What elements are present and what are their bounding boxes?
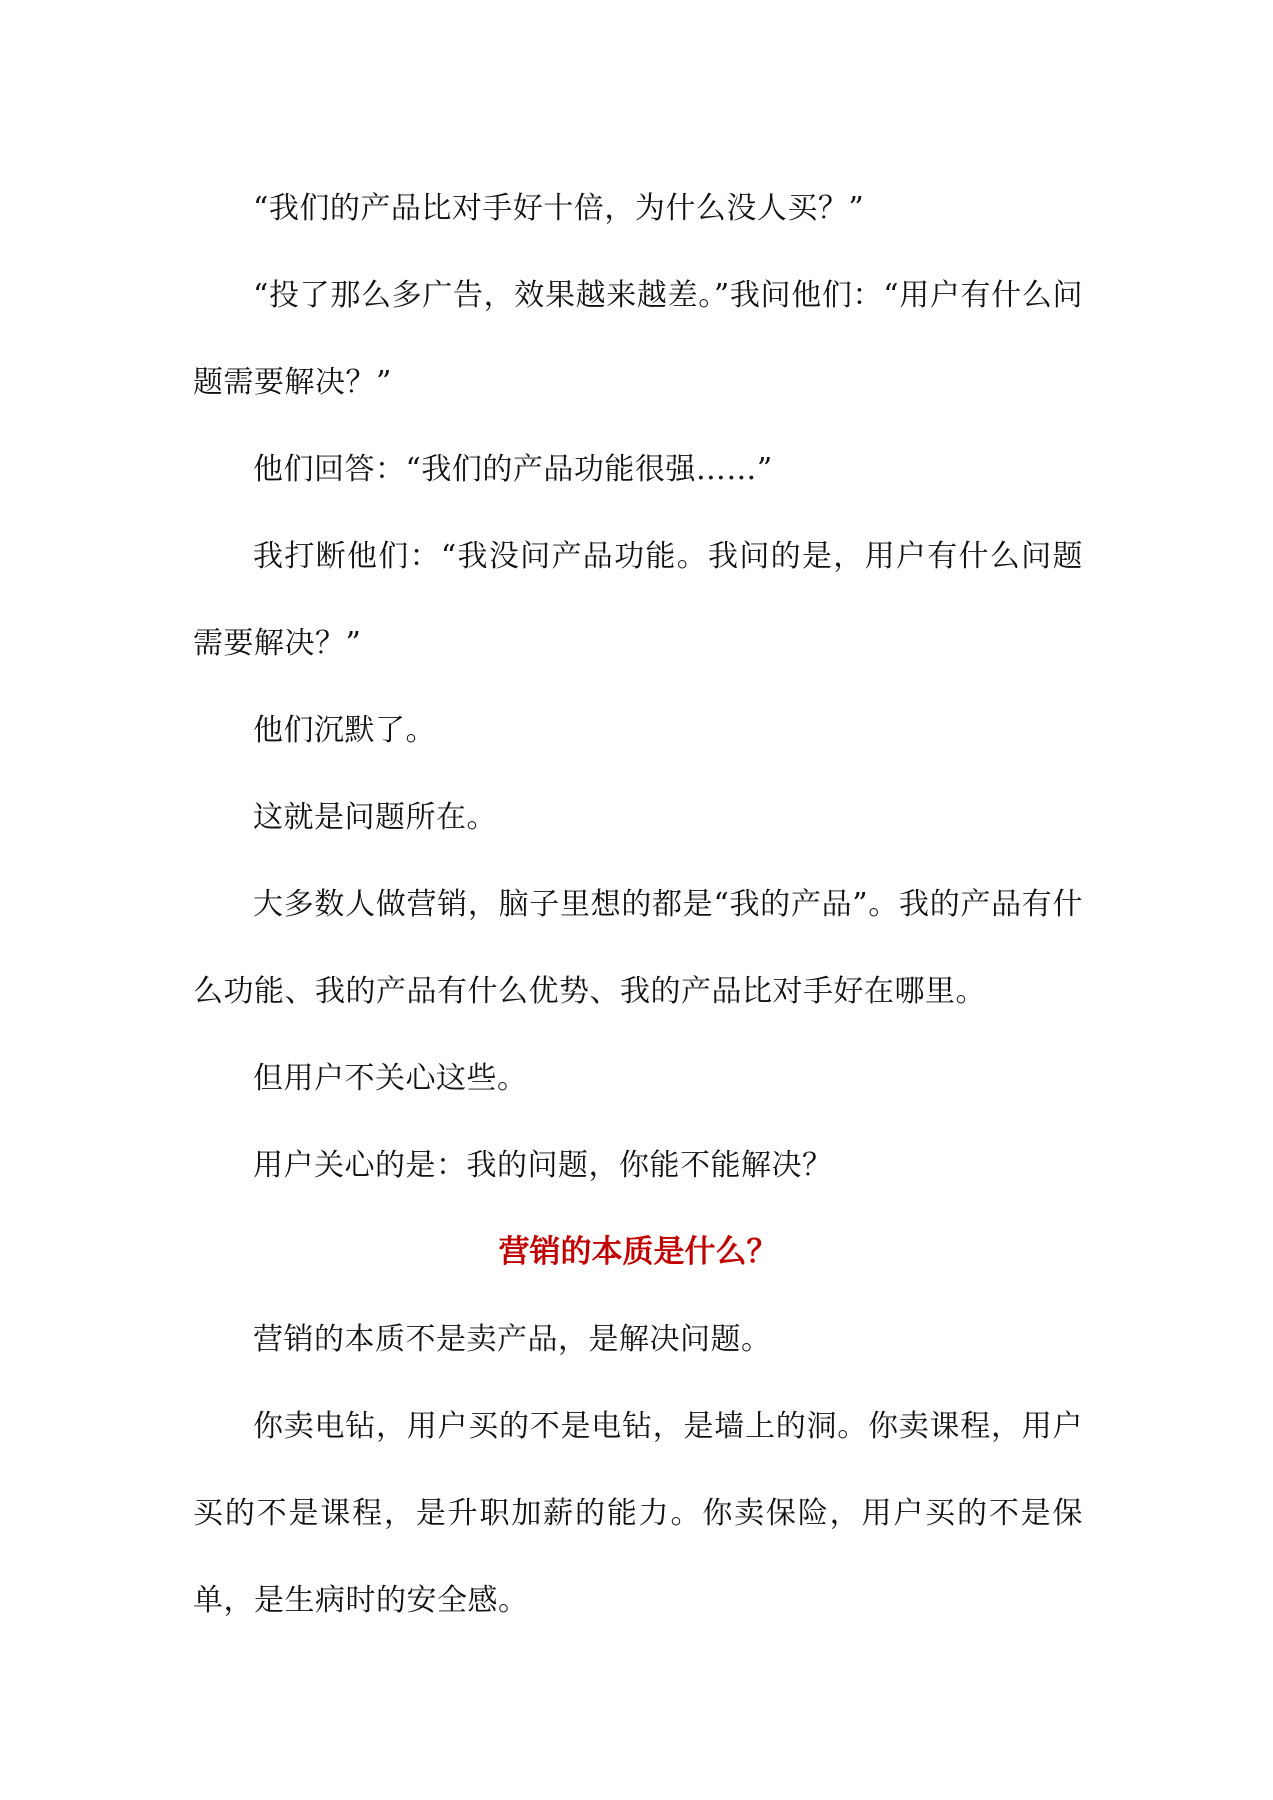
paragraph: 用户关心的是：我的问题，你能不能解决？ xyxy=(253,1148,833,1183)
paragraph: 这就是问题所在。 xyxy=(253,800,497,835)
paragraph: “投了那么多广告，效果越来越差。”我问他们：“用户有什么问题需要解决？” xyxy=(193,278,1083,400)
document-body xyxy=(193,165,1083,1644)
paragraph: 但用户不关心这些。 xyxy=(253,1061,528,1096)
paragraph: 你卖电钻，用户买的不是电钻，是墙上的洞。你卖课程，用户买的不是课程，是升职加薪的能力。你卖保险，用户买的不是保单，是生病时的安全感。 xyxy=(193,1409,1083,1618)
paragraph: 大多数人做营销，脑子里想的都是“我的产品”。我的产品有什么功能、我的产品有什么优势、我的产品比对手好在哪里。 xyxy=(193,887,1083,1009)
paragraph: 营销的本质不是卖产品，是解决问题。 xyxy=(253,1322,772,1357)
section-heading: 营销的本质是什么？ xyxy=(498,1234,778,1270)
paragraph: 他们回答：“我们的产品功能很强……” xyxy=(253,452,773,487)
paragraph: “我们的产品比对手好十倍，为什么没人买？” xyxy=(253,191,865,226)
paragraph: 我打断他们：“我没问产品功能。我问的是，用户有什么问题需要解决？” xyxy=(193,539,1083,661)
paragraph: 他们沉默了。 xyxy=(253,713,436,748)
